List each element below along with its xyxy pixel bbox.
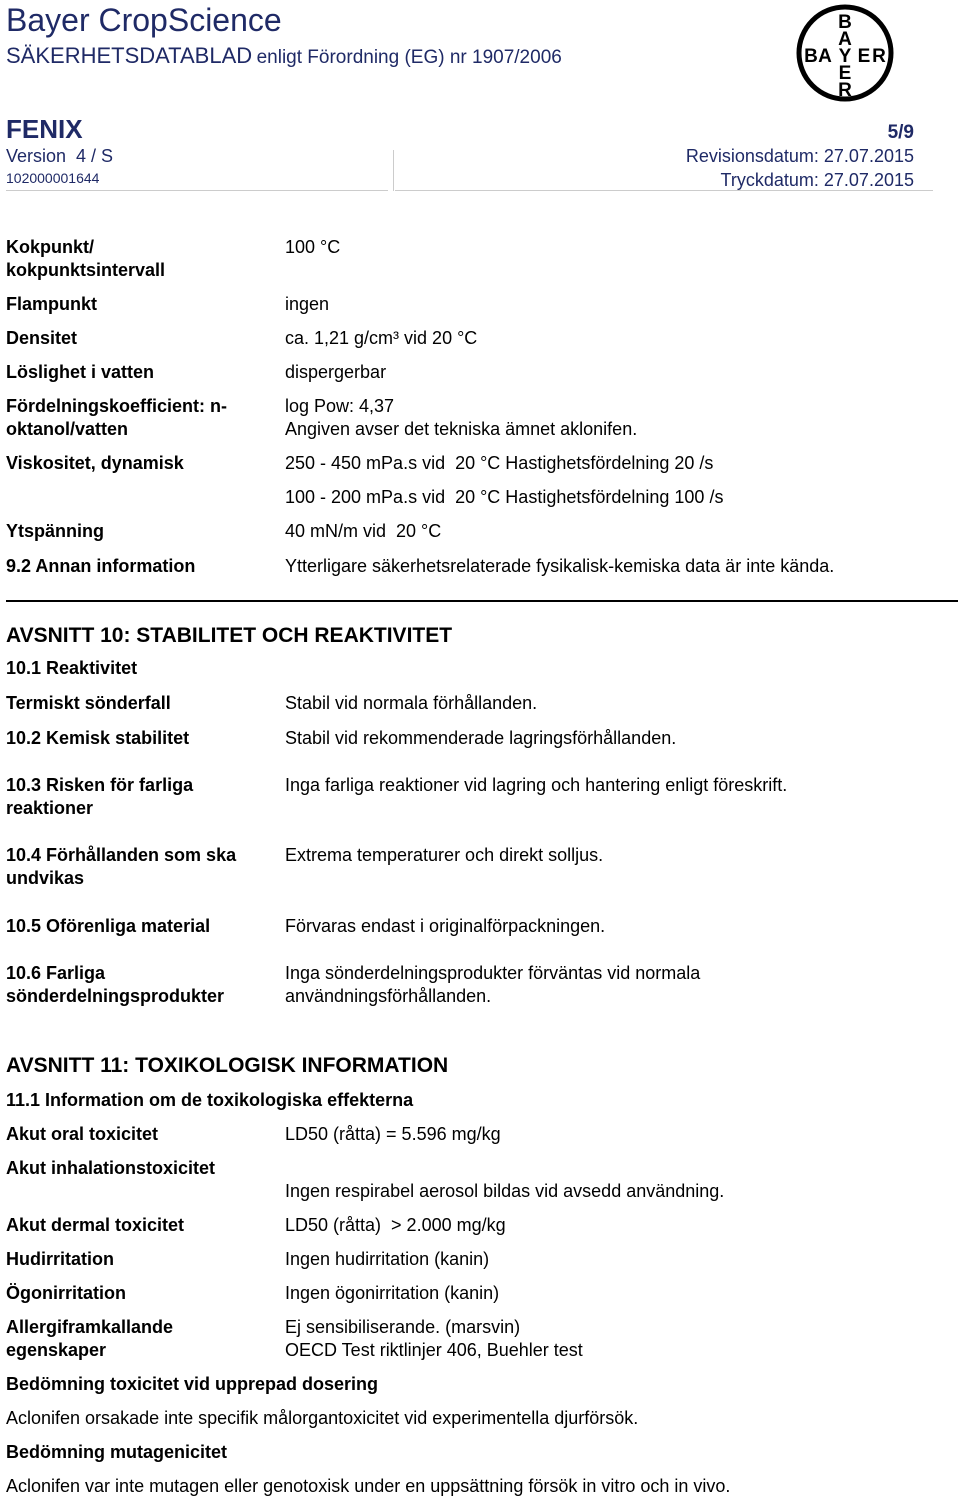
prop-value-solubility: dispergerbar	[285, 362, 387, 382]
prop-label-other-info: 9.2 Annan information	[6, 556, 196, 576]
s10-label-conditions-to-avoid: 10.4 Förhållanden som ska undvikas	[6, 845, 237, 888]
s10-label-chemical-stability: 10.2 Kemisk stabilitet	[6, 728, 190, 748]
product-name: FENIX	[6, 114, 83, 144]
version: Version 4 / S	[6, 146, 114, 166]
logo-letter-b: B	[838, 12, 852, 33]
prop-value-density: ca. 1,21 g/cm³ vid 20 °C	[285, 328, 478, 348]
prop-label-viscosity: Viskositet, dynamisk	[6, 453, 184, 473]
page-number: 5/9	[887, 122, 914, 143]
logo-letter-a: A	[838, 29, 852, 50]
prop-value-viscosity-2: 100 - 200 mPa.s vid 20 °C Hastighetsfördelning 100 /s	[285, 487, 724, 507]
s10-value-conditions-to-avoid: Extrema temperaturer och direkt solljus.	[285, 845, 604, 865]
prop-value-viscosity-1: 250 - 450 mPa.s vid 20 °C Hastighetsfördelning 20 /s	[285, 453, 714, 473]
s11-label-acute-oral: Akut oral toxicitet	[6, 1124, 159, 1144]
repeated-dose-heading: Bedömning toxicitet vid upprepad dosering	[6, 1374, 379, 1394]
s11-value-sensitisation: Ej sensibiliserande. (marsvin) OECD Test riktlinjer 406, Buehler test	[285, 1317, 583, 1360]
s11-value-eye-irritation: Ingen ögonirritation (kanin)	[285, 1283, 500, 1303]
prop-value-partition-coefficient: log Pow: 4,37 Angiven avser det tekniska ämnet aklonifen.	[285, 396, 638, 439]
header-divider-right	[395, 190, 933, 191]
header-divider-vertical	[393, 150, 394, 191]
doc-type: SÄKERHETSDATABLAD	[6, 43, 253, 68]
mutagenicity-heading: Bedömning mutagenicitet	[6, 1442, 228, 1462]
product-code: 102000001644	[6, 170, 100, 186]
regulation: enligt Förordning (EG) nr 1907/2006	[256, 47, 562, 68]
svg-text:E: E	[857, 46, 871, 67]
prop-value-boiling-point: 100 °C	[285, 237, 341, 257]
prop-label-density: Densitet	[6, 328, 78, 348]
section-10-1-heading: 10.1 Reaktivitet	[6, 658, 138, 678]
header-divider-left	[6, 190, 388, 191]
repeated-dose-text: Aclonifen orsakade inte specifik målorgantoxicitet vid experimentella djurförsök.	[6, 1408, 639, 1428]
s11-label-skin-irritation: Hudirritation	[6, 1249, 114, 1269]
mutagenicity-text: Aclonifen var inte mutagen eller genotoxisk under en uppsättning försök in vitro och in vivo.	[6, 1476, 731, 1496]
s11-label-acute-inhalation: Akut inhalationstoxicitet	[6, 1158, 216, 1178]
logo-letter-r: R	[838, 80, 852, 101]
prop-label-solubility: Löslighet i vatten	[6, 362, 155, 382]
print-date: Tryckdatum: 27.07.2015	[720, 170, 914, 190]
section-10-title: AVSNITT 10: STABILITET OCH REAKTIVITET	[6, 624, 453, 647]
prop-value-other-info: Ytterligare säkerhetsrelaterade fysikalisk-kemiska data är inte kända.	[285, 556, 835, 576]
s10-label-hazardous-reactions: 10.3 Risken för farliga reaktioner	[6, 775, 194, 818]
s10-value-chemical-stability: Stabil vid rekommenderade lagringsförhållanden.	[285, 728, 677, 748]
s11-label-sensitisation: Allergiframkallande egenskaper	[6, 1317, 174, 1360]
s11-label-eye-irritation: Ögonirritation	[6, 1283, 126, 1303]
section-11-title: AVSNITT 11: TOXIKOLOGISK INFORMATION	[6, 1054, 449, 1077]
prop-label-boiling-point: Kokpunkt/ kokpunktsintervall	[6, 237, 166, 280]
svg-text:B: B	[804, 46, 818, 67]
bayer-logo	[795, 3, 895, 103]
s10-value-incompatible-materials: Förvaras endast i originalförpackningen.	[285, 916, 606, 936]
section-divider	[6, 600, 958, 602]
s11-value-acute-inhalation: Ingen respirabel aerosol bildas vid avsedd användning.	[285, 1181, 725, 1201]
prop-label-flash-point: Flampunkt	[6, 294, 98, 314]
prop-value-surface-tension: 40 mN/m vid 20 °C	[285, 521, 442, 541]
prop-label-partition-coefficient: Fördelningskoefficient: n- oktanol/vatten	[6, 396, 228, 439]
s10-label-decomposition-products: 10.6 Farliga sönderdelningsprodukter	[6, 963, 225, 1006]
s10-value-hazardous-reactions: Inga farliga reaktioner vid lagring och hantering enligt föreskrift.	[285, 775, 788, 795]
s10-value-decomposition-products: Inga sönderdelningsprodukter förväntas vid normala användningsförhållanden.	[285, 963, 701, 1006]
company-name: Bayer CropScience	[6, 2, 282, 38]
logo-letter-e: E	[838, 63, 852, 84]
revision-date: Revisionsdatum: 27.07.2015	[685, 146, 914, 166]
prop-label-surface-tension: Ytspänning	[6, 521, 104, 541]
doc-title	[6, 43, 562, 69]
s10-label-incompatible-materials: 10.5 Oförenliga material	[6, 916, 211, 936]
s11-value-skin-irritation: Ingen hudirritation (kanin)	[285, 1249, 490, 1269]
logo-letter-y: Y	[838, 46, 852, 67]
s11-value-acute-dermal: LD50 (råtta) > 2.000 mg/kg	[285, 1215, 506, 1235]
s10-label-thermal-decomposition: Termiskt sönderfall	[6, 693, 171, 713]
svg-text:A: A	[818, 46, 832, 67]
prop-value-flash-point: ingen	[285, 294, 330, 314]
section-11-1-heading: 11.1 Information om de toxikologiska effekterna	[6, 1090, 414, 1110]
s11-value-acute-oral: LD50 (råtta) = 5.596 mg/kg	[285, 1124, 501, 1144]
svg-text:R: R	[872, 46, 886, 67]
s10-value-thermal-decomposition: Stabil vid normala förhållanden.	[285, 693, 538, 713]
s11-label-acute-dermal: Akut dermal toxicitet	[6, 1215, 185, 1235]
